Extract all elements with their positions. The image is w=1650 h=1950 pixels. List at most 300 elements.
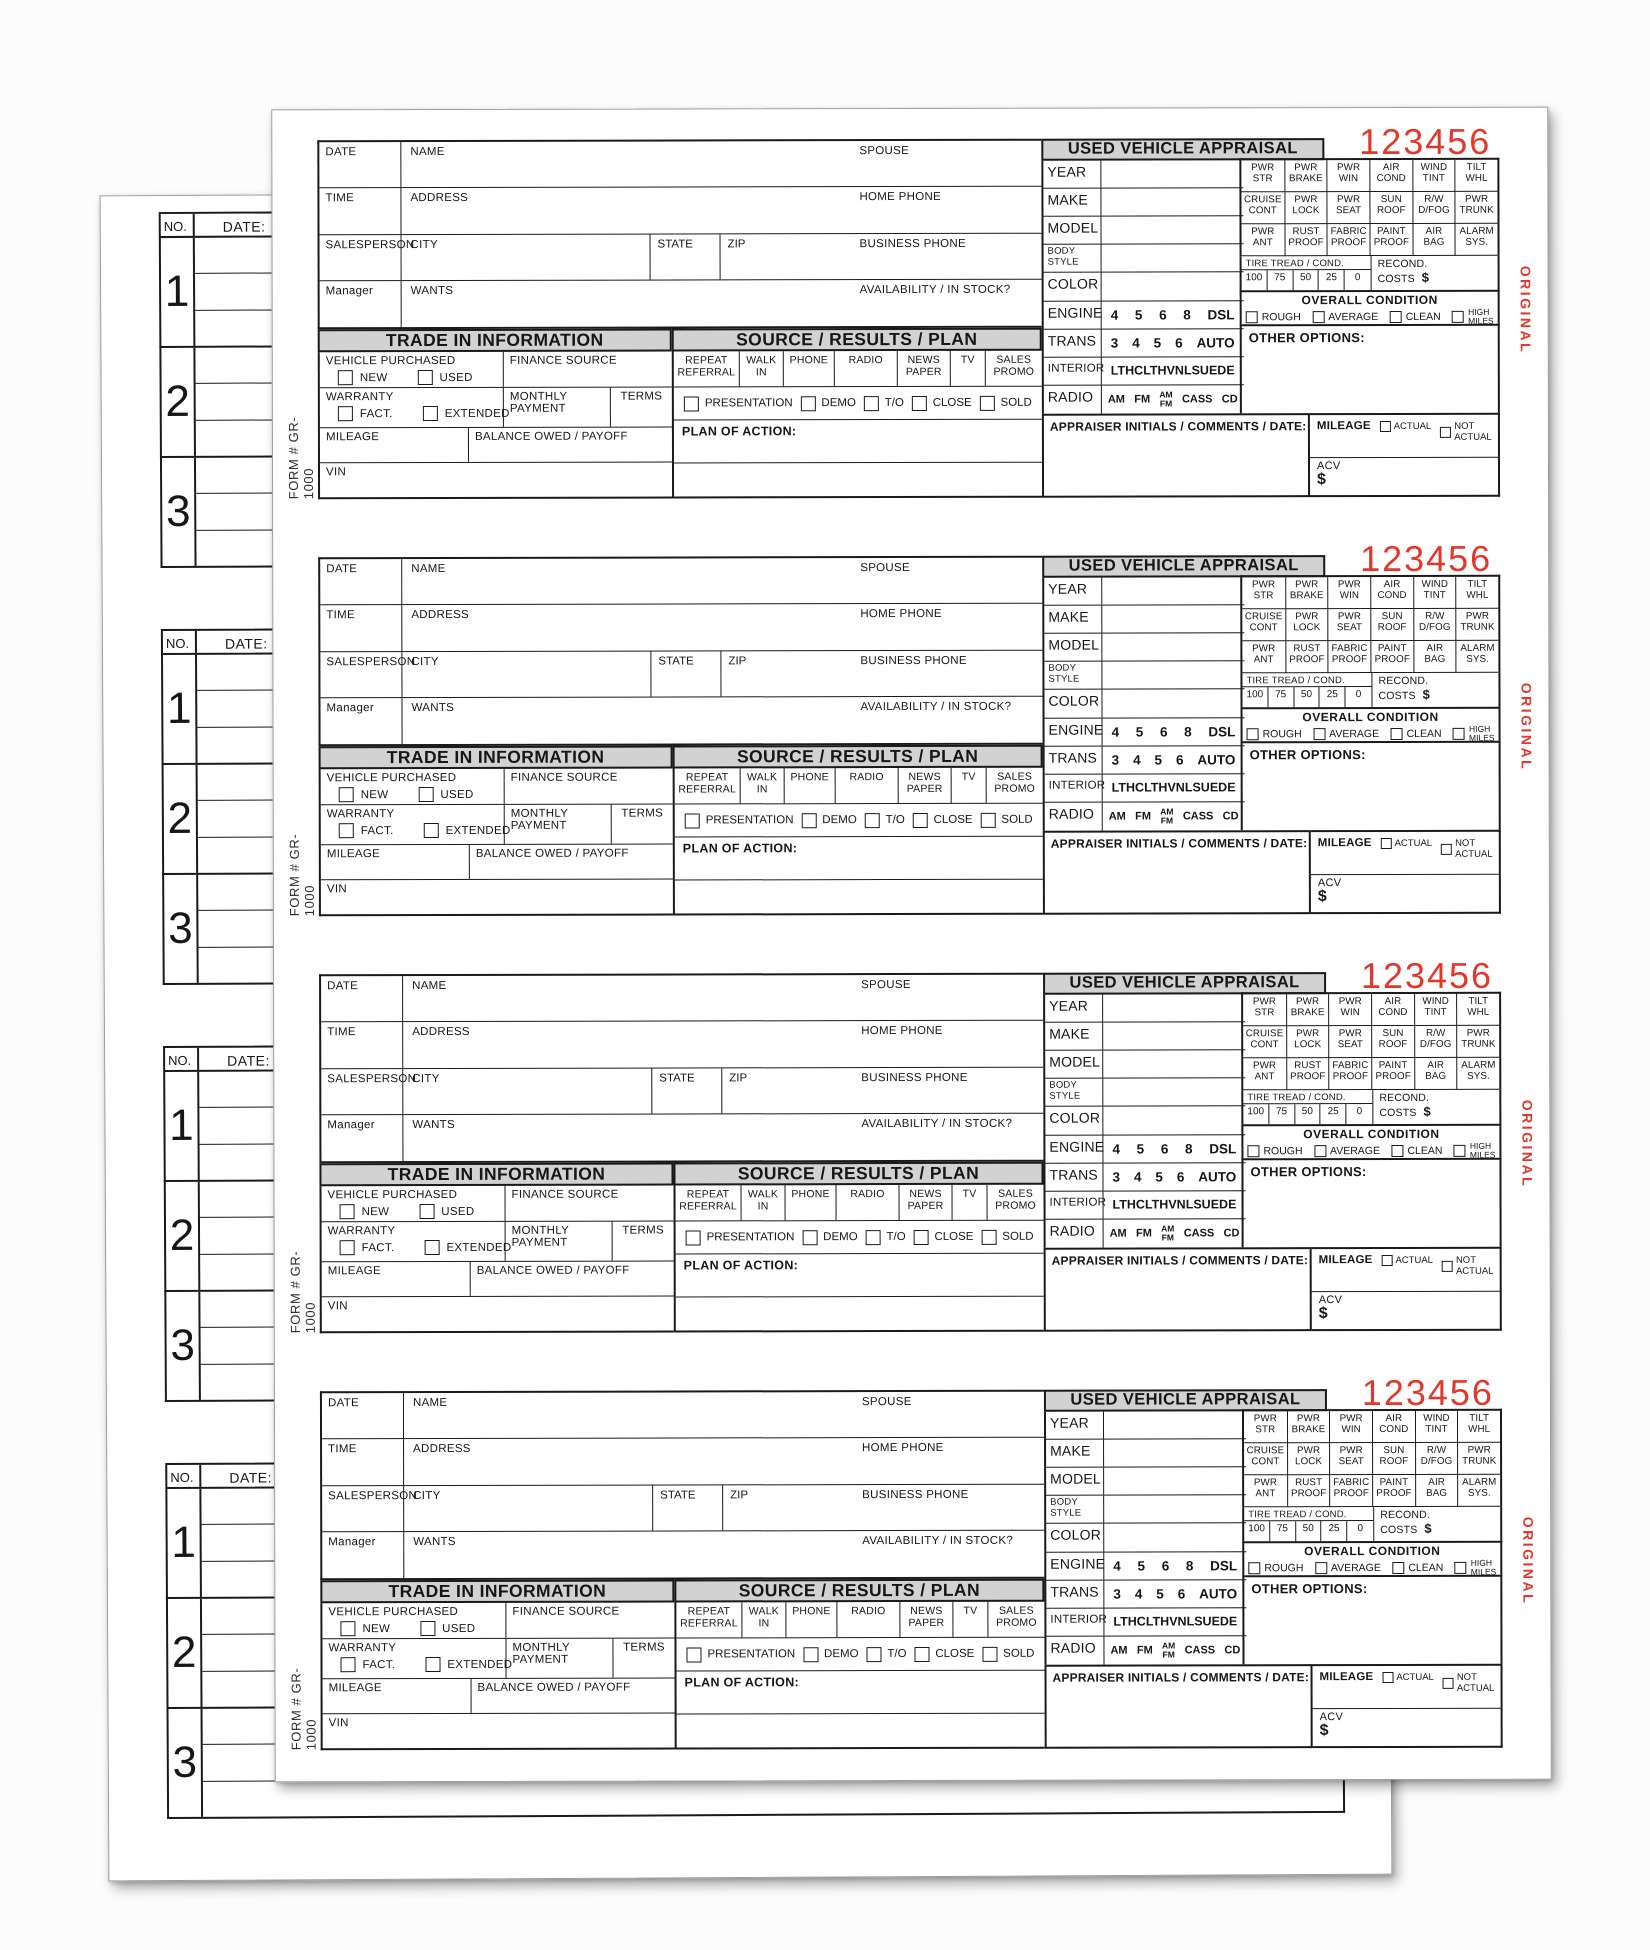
not-actual-checkbox xyxy=(1443,1677,1454,1688)
log-entry-number: 1 xyxy=(161,238,196,346)
terms-cell: TERMS xyxy=(610,388,672,427)
other-options-box: OTHER OPTIONS: xyxy=(1241,741,1501,831)
equipment-option: PWR TRUNK xyxy=(1456,609,1499,641)
equipment-option: WIND TINT xyxy=(1413,577,1456,609)
trans-option: AUTO xyxy=(1196,335,1235,351)
engine-options xyxy=(1102,301,1244,328)
model-row xyxy=(1045,1051,1245,1080)
appraiser-comments-box: APPRAISER INITIALS / COMMENTS / DATE: xyxy=(1044,1247,1312,1332)
used-checkbox xyxy=(419,1204,434,1219)
warranty-cell xyxy=(322,1222,512,1261)
recond-label-line1: RECOND. xyxy=(1378,674,1429,688)
mileage-label: MILEAGE xyxy=(1319,1671,1374,1684)
log-entry-number: 3 xyxy=(166,1292,201,1400)
log-entry-number: 2 xyxy=(166,1182,201,1290)
equipment-option: SUN ROOF xyxy=(1370,609,1413,641)
salesperson-label: SALESPERSON xyxy=(320,235,402,280)
overall-condition-title: OVERALL CONDITION xyxy=(1301,292,1438,308)
equipment-option: RUST PROOF xyxy=(1284,224,1327,256)
equipment-option: PWR LOCK xyxy=(1284,192,1327,224)
sold-option xyxy=(980,395,1032,410)
business-phone-label: BUSINESS PHONE xyxy=(859,237,966,250)
equipment-options-grid xyxy=(1241,992,1501,1091)
zip-label: ZIP xyxy=(720,234,840,280)
appraisal-title: USED VEHICLE APPRAISAL xyxy=(1042,555,1325,578)
tire-tread-value: 0 xyxy=(1354,272,1361,284)
model-field xyxy=(1101,217,1243,244)
balance-owed-cell: BALANCE OWED / PAYOFF xyxy=(468,428,672,462)
new-label: NEW xyxy=(361,1205,390,1218)
average-checkbox xyxy=(1313,728,1325,740)
log-date-header: DATE: xyxy=(229,1469,273,1486)
radio-row xyxy=(1046,1636,1246,1665)
high-miles-label: HIGH MILES xyxy=(1468,306,1494,326)
equipment-option: SUN ROOF xyxy=(1372,1443,1415,1475)
new-checkbox xyxy=(340,1204,355,1219)
state-label: STATE xyxy=(650,234,720,279)
color-label: COLOR xyxy=(1044,273,1102,300)
engine-option: 5 xyxy=(1134,307,1143,323)
trade-row-vin xyxy=(321,878,673,914)
rough-option xyxy=(1246,311,1301,323)
source-columns xyxy=(676,1185,1044,1221)
availability-label: AVAILABILITY / IN STOCK? xyxy=(862,1534,1014,1547)
sold-checkbox xyxy=(982,1646,997,1661)
tire-tread-row xyxy=(1242,1507,1502,1542)
to-option xyxy=(864,396,904,411)
engine-option: 8 xyxy=(1183,307,1191,323)
equipment-option: WIND TINT xyxy=(1414,994,1457,1026)
name-label: NAME xyxy=(410,145,445,159)
equipment-option: PWR BRAKE xyxy=(1285,577,1328,609)
rough-checkbox xyxy=(1248,1562,1260,1574)
acv-box xyxy=(1312,1291,1502,1331)
availability-label: AVAILABILITY / IN STOCK? xyxy=(859,283,1011,296)
source-col-sales-promo: SALES PROMO xyxy=(985,351,1042,386)
fact-label: FACT. xyxy=(359,407,393,420)
equipment-option: RUST PROOF xyxy=(1287,1475,1330,1507)
manager-label: Manager xyxy=(320,281,402,327)
trans-row xyxy=(1045,1163,1245,1192)
trans-option: 3 xyxy=(1110,335,1119,351)
close-option xyxy=(914,1646,974,1661)
demo-checkbox xyxy=(803,1647,818,1662)
customer-row-manager xyxy=(322,1530,1044,1578)
acv-label: ACV xyxy=(1317,877,1342,890)
presentation-label: PRESENTATION xyxy=(706,1231,795,1244)
interior-option: LTH xyxy=(1112,1197,1136,1212)
form-id-label: FORM # GR-1000 xyxy=(285,416,317,500)
trans-row xyxy=(1045,746,1245,775)
trans-options xyxy=(1102,329,1244,356)
body-style-row xyxy=(1044,245,1244,274)
mileage-not-actual-option xyxy=(1440,421,1498,443)
interior-option: VNL xyxy=(1169,1614,1195,1629)
tire-tread-value: 75 xyxy=(1269,1104,1295,1124)
interior-options xyxy=(1104,1191,1246,1218)
average-option xyxy=(1314,1145,1380,1157)
city-label: CITY xyxy=(412,1072,440,1085)
results-checkboxes xyxy=(676,1637,1044,1671)
equipment-option: PWR TRUNK xyxy=(1456,1026,1499,1058)
equipment-option: AIR BAG xyxy=(1412,224,1455,256)
overall-condition-box xyxy=(1240,290,1500,325)
interior-option: LTH xyxy=(1110,363,1135,378)
engine-option: 5 xyxy=(1135,724,1144,740)
radio-options xyxy=(1104,1219,1246,1247)
log-entry-number: 3 xyxy=(169,1709,204,1817)
serial-number: 123456 xyxy=(1359,120,1492,163)
clean-checkbox xyxy=(1391,728,1403,740)
plan-of-action-area xyxy=(675,836,1043,914)
overall-condition-title: OVERALL CONDITION xyxy=(1303,1126,1440,1142)
used-checkbox xyxy=(420,1621,435,1636)
radio-label: RADIO xyxy=(1046,1219,1104,1247)
trans-option: 5 xyxy=(1156,1586,1164,1602)
trade-in-section-header: TRADE IN INFORMATION xyxy=(319,745,673,769)
source-col-tv: TV xyxy=(951,768,986,803)
source-col-phone: PHONE xyxy=(785,1602,836,1637)
equipment-option: PWR ANT xyxy=(1244,1475,1287,1507)
recond-costs-cell xyxy=(1372,256,1498,290)
not-actual-label: NOT ACTUAL xyxy=(1454,420,1492,443)
interior-option: CLTH xyxy=(1135,780,1168,795)
state-label: STATE xyxy=(650,651,720,696)
presentation-option xyxy=(686,1230,795,1245)
to-checkbox xyxy=(866,1647,881,1662)
vehicle-detail-rows xyxy=(1044,1411,1243,1664)
trade-in-section-header: TRADE IN INFORMATION xyxy=(320,1579,674,1603)
source-columns xyxy=(674,351,1042,387)
interior-label: INTERIOR xyxy=(1046,1608,1104,1635)
serial-number: 123456 xyxy=(1361,1371,1494,1414)
extended-checkbox xyxy=(424,1240,439,1255)
equipment-option: CRUISE CONT xyxy=(1241,192,1284,224)
name-label: NAME xyxy=(412,1396,448,1410)
equipment-option: PWR LOCK xyxy=(1287,1443,1330,1475)
to-option xyxy=(865,1230,905,1245)
rough-checkbox xyxy=(1247,1145,1259,1157)
trade-row-warranty xyxy=(320,387,672,428)
demo-label: DEMO xyxy=(821,397,856,410)
new-checkbox xyxy=(340,1621,355,1636)
clean-checkbox xyxy=(1391,1145,1403,1157)
average-checkbox xyxy=(1315,1562,1327,1574)
radio-options xyxy=(1103,802,1245,830)
acv-label: ACV xyxy=(1319,1711,1344,1724)
body-style-label: BODY STYLE xyxy=(1044,245,1102,272)
equipment-option: AIR BAG xyxy=(1414,1058,1457,1090)
interior-option: LTH xyxy=(1113,1614,1137,1629)
zip-label: ZIP xyxy=(722,1485,842,1531)
monthly-payment-cell: MONTHLY PAYMENT xyxy=(505,1222,612,1261)
equipment-option: PWR STR xyxy=(1242,577,1285,609)
plan-of-action-label: PLAN OF ACTION: xyxy=(681,424,797,439)
trans-option: 5 xyxy=(1153,335,1162,351)
interior-option: VNL xyxy=(1166,363,1192,378)
clean-option xyxy=(1390,311,1441,323)
trans-option: 3 xyxy=(1112,1169,1121,1185)
salesperson-label: SALESPERSON xyxy=(320,652,402,697)
vehicle-purchased-cell xyxy=(321,769,504,804)
extended-label: EXTENDED xyxy=(444,407,510,420)
close-label: CLOSE xyxy=(932,396,972,409)
engine-option: 6 xyxy=(1159,724,1168,740)
zip-label: ZIP xyxy=(721,1068,841,1114)
vin-cell: VIN xyxy=(326,883,347,896)
home-phone-label: HOME PHONE xyxy=(860,608,942,621)
tire-tread-label: TIRE TREAD / COND. xyxy=(1247,1092,1346,1104)
tire-tread-value: 25 xyxy=(1320,687,1346,707)
trade-row-warranty xyxy=(322,1637,674,1678)
year-row xyxy=(1046,1411,1246,1440)
recond-dollar-sign: $ xyxy=(1422,686,1431,702)
date-label: DATE xyxy=(320,559,402,604)
radio-option: CD xyxy=(1224,1644,1241,1657)
wants-label: WANTS xyxy=(412,1118,455,1131)
balance-owed-cell: BALANCE OWED / PAYOFF xyxy=(471,1678,675,1712)
new-option xyxy=(340,1621,390,1636)
color-field xyxy=(1102,690,1244,717)
availability-label: AVAILABILITY / IN STOCK? xyxy=(860,700,1012,713)
trans-option: 6 xyxy=(1175,335,1183,351)
used-label: USED xyxy=(440,788,474,801)
log-no-header: NO. xyxy=(161,214,195,236)
actual-checkbox xyxy=(1382,1672,1393,1683)
tire-tread-row xyxy=(1240,673,1500,708)
color-field xyxy=(1102,273,1244,300)
engine-row xyxy=(1045,718,1245,747)
customer-row-time xyxy=(321,1021,1043,1069)
log-date-header: DATE: xyxy=(224,635,268,652)
source-columns xyxy=(675,768,1043,804)
trans-option: 6 xyxy=(1177,1586,1186,1602)
trans-option: 6 xyxy=(1175,752,1184,768)
trans-option: 3 xyxy=(1113,1586,1121,1602)
spouse-label: SPOUSE xyxy=(859,145,910,158)
model-field xyxy=(1103,1051,1245,1078)
year-row xyxy=(1044,577,1244,606)
radio-option: CD xyxy=(1221,393,1238,406)
acv-dollar-sign: $ xyxy=(1319,1722,1329,1740)
used-option xyxy=(420,1621,475,1636)
engine-label: ENGINE xyxy=(1044,301,1102,328)
average-label: AVERAGE xyxy=(1329,727,1380,741)
results-checkboxes xyxy=(674,386,1042,420)
date-label: DATE xyxy=(321,976,403,1021)
not-actual-label: NOT ACTUAL xyxy=(1455,1254,1494,1277)
salesperson-label: SALESPERSON xyxy=(322,1486,404,1531)
equipment-option: PWR BRAKE xyxy=(1284,160,1327,192)
interior-label: INTERIOR xyxy=(1044,357,1102,384)
mileage-not-actual-option xyxy=(1441,838,1499,860)
appraisal-panel xyxy=(1042,555,1501,915)
mileage-actual-option xyxy=(1381,838,1433,849)
tire-tread-value: 100 xyxy=(1244,1521,1270,1541)
trans-option: 4 xyxy=(1133,752,1141,768)
equipment-option: PWR BRAKE xyxy=(1286,994,1329,1026)
log-entry-number: 3 xyxy=(162,458,197,566)
presentation-checkbox xyxy=(685,813,700,828)
color-label: COLOR xyxy=(1044,690,1102,717)
average-option xyxy=(1313,728,1379,740)
vehicle-detail-rows xyxy=(1041,160,1240,413)
finance-source-cell: FINANCE SOURCE xyxy=(504,768,673,803)
recond-costs-label: COSTS xyxy=(1377,272,1415,286)
recond-costs-cell xyxy=(1372,673,1498,707)
trans-option: 5 xyxy=(1154,752,1163,768)
log-no-header: NO. xyxy=(167,1465,201,1487)
recond-costs-label: COSTS xyxy=(1380,1523,1418,1537)
equipment-option: PWR ANT xyxy=(1241,224,1284,256)
engine-option: 5 xyxy=(1136,1141,1145,1157)
body-style-row xyxy=(1046,1496,1246,1525)
trade-row-mileage xyxy=(322,1260,674,1296)
interior-row xyxy=(1045,774,1245,803)
tire-tread-value: 25 xyxy=(1319,270,1345,290)
make-row xyxy=(1046,1439,1246,1468)
customer-row-date xyxy=(321,975,1043,1023)
wants-label: WANTS xyxy=(413,1535,456,1548)
engine-option: DSL xyxy=(1207,306,1235,322)
equipment-option: PAINT PROOF xyxy=(1372,1475,1415,1507)
close-checkbox xyxy=(913,812,928,827)
equipment-option: PWR SEAT xyxy=(1329,1443,1372,1475)
results-checkboxes xyxy=(675,803,1043,837)
engine-option: 4 xyxy=(1113,1558,1121,1574)
business-phone-label: BUSINESS PHONE xyxy=(860,654,967,667)
fact-label: FACT. xyxy=(361,1241,395,1254)
customer-row-salesperson xyxy=(321,1067,1043,1115)
source-col-radio: RADIO xyxy=(836,1602,899,1637)
plan-of-action-label: PLAN OF ACTION: xyxy=(683,1258,799,1273)
interior-row xyxy=(1046,1608,1246,1637)
high-miles-label: HIGH MILES xyxy=(1470,1557,1497,1577)
fact-label: FACT. xyxy=(362,1658,396,1671)
warranty-options xyxy=(328,1657,513,1672)
warranty-cell xyxy=(320,388,510,427)
recond-dollar-sign: $ xyxy=(1423,1103,1431,1119)
new-label: NEW xyxy=(360,788,389,801)
warranty-cell xyxy=(321,805,511,844)
trade-row-vin xyxy=(323,1712,675,1748)
extended-option xyxy=(425,1657,512,1672)
body-style-field xyxy=(1103,1079,1245,1106)
source-col-repeat-referral: REPEAT REFERRAL xyxy=(680,1605,738,1630)
plan-of-action-area xyxy=(676,1253,1044,1331)
used-vehicle-appraisal-form xyxy=(288,1371,1537,1751)
presentation-option xyxy=(685,813,794,828)
mileage-box xyxy=(1310,413,1500,457)
other-options-box: OTHER OPTIONS: xyxy=(1241,1158,1501,1248)
vin-cell: VIN xyxy=(327,1300,348,1313)
source-section-header: SOURCE / RESULTS / PLAN xyxy=(674,1579,1044,1603)
new-option xyxy=(340,1204,390,1219)
appraisal-title: USED VEHICLE APPRAISAL xyxy=(1043,972,1326,995)
equipment-option: R/W D/FOG xyxy=(1414,1026,1457,1058)
acv-box xyxy=(1311,874,1501,914)
color-row xyxy=(1044,690,1244,719)
fact-checkbox xyxy=(338,406,353,421)
rough-label: ROUGH xyxy=(1263,1145,1303,1158)
equipment-option: PWR TRUNK xyxy=(1457,1443,1500,1475)
close-option xyxy=(913,1229,973,1244)
trans-option: 4 xyxy=(1132,335,1140,351)
model-label: MODEL xyxy=(1044,634,1102,661)
close-option xyxy=(913,812,973,827)
interior-options xyxy=(1104,1608,1246,1635)
trade-row-purchase xyxy=(321,768,673,804)
demo-checkbox xyxy=(800,396,815,411)
year-label: YEAR xyxy=(1046,1412,1104,1439)
make-label: MAKE xyxy=(1044,606,1102,633)
purchase-type-options xyxy=(328,1621,505,1636)
mileage-cell: MILEAGE xyxy=(326,848,381,861)
equipment-option: ALARM SYS. xyxy=(1457,1058,1500,1090)
equipment-option: AIR BAG xyxy=(1413,641,1456,673)
recond-label-line2 xyxy=(1380,1521,1500,1536)
source-col-repeat-referral: REPEAT REFERRAL xyxy=(677,354,736,379)
high-miles-label: HIGH MILES xyxy=(1469,1140,1496,1160)
engine-options xyxy=(1104,1552,1246,1579)
interior-option: SUEDE xyxy=(1193,1197,1237,1212)
demo-option xyxy=(802,1230,858,1245)
radio-option: CD xyxy=(1223,1227,1240,1240)
warranty-label: WARRANTY xyxy=(328,1642,397,1655)
warranty-options xyxy=(328,1240,512,1255)
overall-condition-title: OVERALL CONDITION xyxy=(1302,709,1439,725)
not-actual-label: NOT ACTUAL xyxy=(1456,1671,1495,1694)
log-no-header: NO. xyxy=(165,1048,199,1070)
sold-checkbox xyxy=(980,395,995,410)
rough-option xyxy=(1247,1145,1302,1157)
sold-option xyxy=(980,812,1032,827)
to-checkbox xyxy=(864,396,879,411)
vehicle-purchased-cell xyxy=(322,1603,505,1638)
source-col-tv: TV xyxy=(950,351,985,386)
source-results-section xyxy=(674,1602,1044,1750)
source-section-header: SOURCE / RESULTS / PLAN xyxy=(673,1162,1043,1186)
tire-tread-value: 25 xyxy=(1322,1521,1348,1541)
tire-tread-value: 50 xyxy=(1295,1104,1321,1124)
equipment-option: RUST PROOF xyxy=(1285,641,1328,673)
form-blocks-container xyxy=(272,108,1550,1782)
source-col-phone: PHONE xyxy=(785,1185,836,1220)
used-option xyxy=(418,787,473,802)
close-label: CLOSE xyxy=(933,813,973,826)
serial-number: 123456 xyxy=(1360,954,1494,997)
make-row xyxy=(1045,1022,1245,1051)
recond-label-line2 xyxy=(1378,687,1498,702)
interior-row xyxy=(1046,1191,1246,1220)
to-label: T/O xyxy=(884,397,904,410)
trade-in-section-header: TRADE IN INFORMATION xyxy=(318,329,672,353)
body-style-label: BODY STYLE xyxy=(1045,1079,1103,1106)
trade-in-section xyxy=(320,1185,674,1333)
log-entry-number: 2 xyxy=(164,765,199,873)
overall-condition-box xyxy=(1242,1541,1502,1576)
body-style-field xyxy=(1102,662,1244,689)
equipment-option: PWR TRUNK xyxy=(1455,192,1498,224)
presentation-checkbox xyxy=(684,396,699,411)
radio-option: FM xyxy=(1135,1227,1152,1240)
log-entry-number: 1 xyxy=(165,1072,200,1180)
year-label: YEAR xyxy=(1045,995,1103,1022)
equipment-option: R/W D/FOG xyxy=(1413,609,1456,641)
equipment-options-grid xyxy=(1242,1409,1502,1508)
monthly-payment-cell: MONTHLY PAYMENT xyxy=(505,1639,612,1678)
tire-tread-value: 50 xyxy=(1293,270,1319,290)
